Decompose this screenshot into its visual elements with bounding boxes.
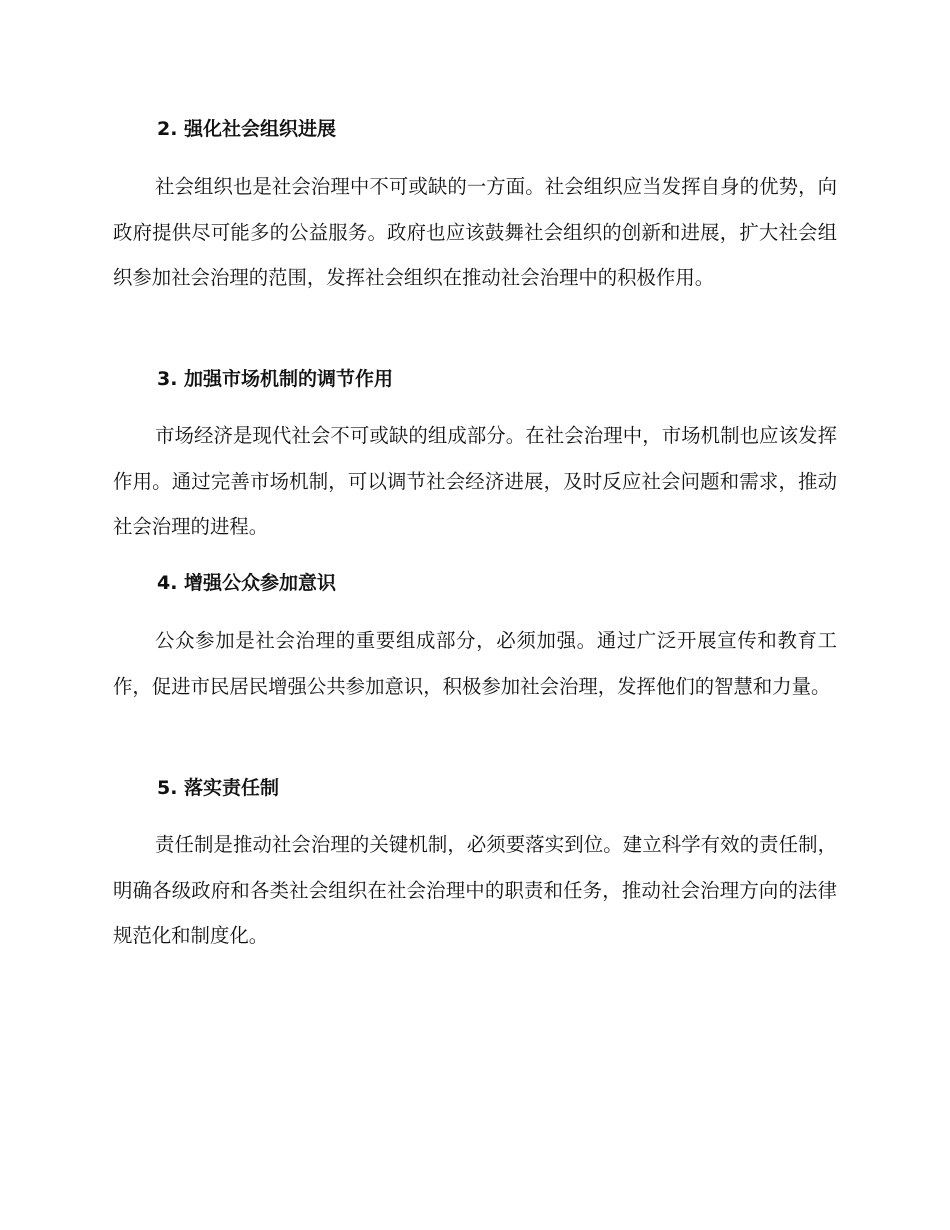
section-heading-3: 3. 加强市场机制的调节作用 [157,368,394,390]
section-body-3: 市场经济是现代社会不可或缺的组成部分。在社会治理中，市场机制也应该发挥作用。通过完善市场机制，可以调节社会经济进展，及时反应社会问题和需求，推动社会治理的进程。 [113,424,837,538]
section-heading-2: 2. 强化社会组织进展 [157,118,337,140]
section-body-2: 社会组织也是社会治理中不可或缺的一方面。社会组织应当发挥自身的优势，向政府提供尽可能多的公益服务。政府也应该鼓舞社会组织的创新和进展，扩大社会组织参加社会治理的范围，发挥社会组织在推动社会治理中的积极作用。 [113,175,837,289]
section-heading-5: 5. 落实责任制 [157,777,280,799]
section-body-5: 责任制是推动社会治理的关键机制，必须要落实到位。建立科学有效的责任制，明确各级政府和各类社会组织在社会治理中的职责和任务，推动社会治理方向的法律规范化和制度化。 [113,833,837,947]
section-heading-4: 4. 增强公众参加意识 [157,572,337,594]
section-body-4: 公众参加是社会治理的重要组成部分，必须加强。通过广泛开展宣传和教育工作，促进市民居民增强公共参加意识，积极参加社会治理，发挥他们的智慧和力量。 [113,629,837,698]
